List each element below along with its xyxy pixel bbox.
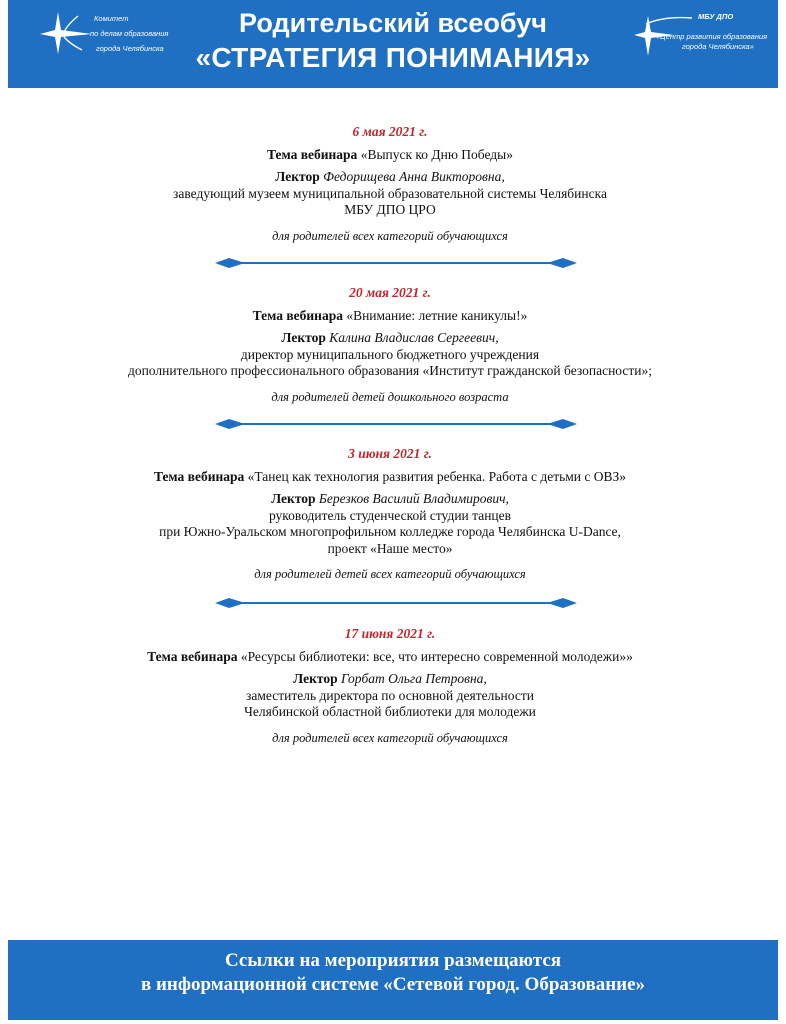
event-block — [0, 446, 780, 583]
event-lecturer — [0, 491, 780, 508]
event-audience: для родителей всех категорий обучающихся — [272, 730, 508, 745]
event-date: 3 июня 2021 г. — [348, 446, 432, 461]
title-line1: Родительский всеобуч — [239, 8, 547, 38]
lecturer-label: Лектор — [281, 330, 326, 345]
lecturer-label: Лектор — [275, 169, 320, 184]
topic-text: «Выпуск ко Дню Победы» — [360, 146, 513, 162]
topic-text: «Внимание: летние каникулы!» — [346, 307, 528, 323]
lecturer-info-line: дополнительного профессионального образования «Институт гражданской безопасности»; — [127, 363, 653, 378]
event-block — [0, 285, 780, 405]
diamond-separator — [215, 597, 577, 609]
lecturer-name: Березков Василий Владимирович, — [318, 491, 509, 506]
lecturer-name: Горбат Ольга Петровна, — [341, 671, 487, 686]
lecturer-label: Лектор — [293, 671, 338, 686]
topic-text: «Ресурсы библиотеки: все, что интересно современной молодежи»» — [240, 648, 633, 664]
event-date: 20 мая 2021 г. — [349, 285, 431, 300]
topic-text: «Танец как технология развития ребенка. Работа с детьми с ОВЗ» — [247, 468, 627, 484]
diamond-separator — [215, 257, 577, 269]
event-date: 17 июня 2021 г. — [344, 626, 436, 641]
logo-right-line1: «Центр развития образования — [656, 32, 768, 41]
topic-label: Тема вебинара — [252, 307, 343, 323]
event-block — [0, 124, 780, 244]
event-topic — [0, 649, 780, 666]
center-logo — [634, 8, 768, 68]
event-date: 6 мая 2021 г. — [352, 124, 428, 139]
event-audience: для родителей всех категорий обучающихся — [272, 228, 508, 243]
lecturer-info-line: МБУ ДПО ЦРО — [344, 202, 436, 217]
lecturer-info-line: руководитель студенческой студии танцев — [268, 507, 512, 523]
lecturer-info-line: Челябинской областной библиотеки для молодежи — [244, 704, 536, 719]
event-audience: для родителей детей всех категорий обучающихся — [254, 567, 526, 581]
lecturer-info-line: проект «Наше место» — [327, 540, 453, 556]
footer-line1: Ссылки на мероприятия размещаются — [224, 950, 562, 971]
event-lecturer — [0, 169, 780, 186]
logo-right-line0: МБУ ДПО — [698, 12, 734, 21]
topic-label: Тема вебинара — [267, 146, 358, 162]
logo-left-line2: по делам образования — [90, 29, 169, 38]
header-band — [8, 0, 778, 88]
lecturer-name: Калина Владислав Сергеевич, — [329, 330, 499, 345]
event-audience: для родителей детей дошкольного возраста — [271, 389, 509, 404]
event-lecturer — [0, 330, 780, 347]
diamond-separator — [215, 418, 577, 430]
lecturer-info-line: директор муниципального бюджетного учреждения — [240, 346, 540, 362]
logo-right-line2: города Челябинска» — [682, 42, 754, 51]
lecturer-info-line: при Южно-Уральском многопрофильном колледже города Челябинска U-Dance, — [159, 524, 621, 539]
title-line2: «СТРАТЕГИЯ ПОНИМАНИЯ» — [195, 42, 591, 73]
lecturer-label: Лектор — [271, 491, 316, 506]
lecturer-info-line: заведующий музеем муниципальной образовательной системы Челябинска — [173, 185, 607, 201]
event-topic — [0, 469, 780, 486]
topic-label: Тема вебинара — [147, 648, 238, 664]
footer-band — [8, 940, 778, 1020]
lecturer-info-line: заместитель директора по основной деятельности — [246, 687, 534, 703]
logo-left-line3: города Челябинска — [96, 44, 164, 53]
event-topic — [0, 308, 780, 325]
event-block — [0, 626, 780, 746]
logo-left-line1: Комитет — [94, 14, 129, 23]
topic-label: Тема вебинара — [153, 468, 245, 484]
footer-line2: в информационной системе «Сетевой город. Образование» — [140, 974, 646, 995]
lecturer-name: Федорищева Анна Викторовна, — [323, 169, 505, 184]
event-topic — [0, 147, 780, 164]
event-lecturer — [0, 671, 780, 688]
